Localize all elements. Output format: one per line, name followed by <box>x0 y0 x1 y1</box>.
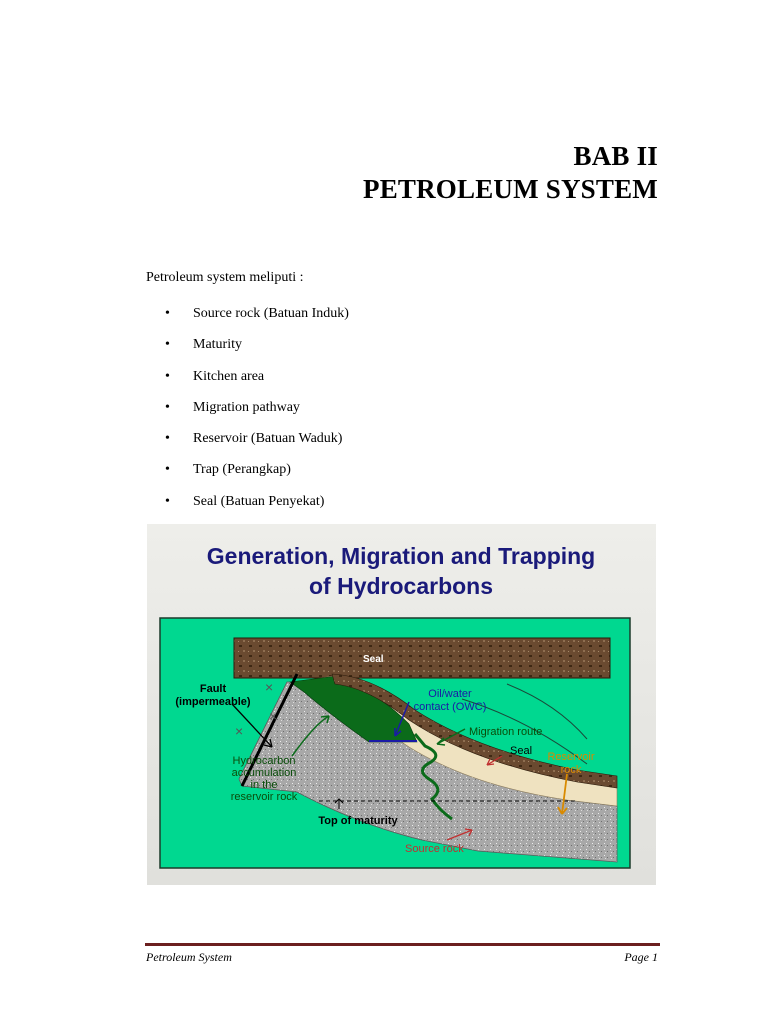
bullet-icon: • <box>165 462 170 478</box>
fault-cross: × <box>235 723 244 739</box>
fault-label-sub: (impermeable) <box>175 696 251 708</box>
seal-top-label: Seal <box>363 654 384 665</box>
fault-label: Fault <box>199 683 227 695</box>
list-item: • Reservoir (Batuan Waduk) <box>165 431 349 462</box>
owc-label-sub: contact (OWC) <box>413 701 487 713</box>
bullet-icon: • <box>165 337 170 353</box>
fault-cross: × <box>269 708 278 724</box>
page-number: Page 1 <box>624 950 658 964</box>
chapter-heading: BAB II <box>573 141 658 171</box>
seal-label: Seal <box>510 745 533 757</box>
reservoir-label: Reservoir <box>547 751 595 763</box>
hydrocarbon-label: Hydrocarbon <box>232 755 296 767</box>
hydrocarbon-label-2: accumulation <box>231 767 297 779</box>
list-item: • Trap (Perangkap) <box>165 462 349 493</box>
list-item: • Migration pathway <box>165 400 349 431</box>
bullet-icon: • <box>165 493 170 509</box>
list-item: • Maturity <box>165 337 349 368</box>
component-list <box>165 306 349 525</box>
list-item: • Source rock (Batuan Induk) <box>165 306 349 337</box>
bullet-icon: • <box>165 431 170 447</box>
reservoir-label-sub: rock <box>560 764 582 776</box>
top-of-maturity-label: Top of maturity <box>318 815 398 827</box>
bullet-icon: • <box>165 306 170 321</box>
list-item: • Kitchen area <box>165 369 349 400</box>
fault-cross: × <box>265 679 274 695</box>
hydrocarbon-label-3: in the <box>250 779 278 791</box>
hydrocarbon-trap-diagram <box>147 524 656 885</box>
intro-text: Petroleum system meliputi : <box>146 270 304 285</box>
seal-layer-top <box>234 638 610 678</box>
footer-divider <box>145 943 660 946</box>
hydrocarbon-label-4: reservoir rock <box>230 791 298 803</box>
page-title: PETROLEUM SYSTEM <box>363 174 658 204</box>
footer-running-title: Petroleum System <box>146 950 232 964</box>
bullet-icon: • <box>165 368 170 384</box>
figure-title-line1: Generation, Migration and Trapping <box>206 543 596 569</box>
migration-route-label: Migration route <box>469 726 543 738</box>
bullet-icon: • <box>165 399 170 415</box>
owc-label: Oil/water <box>428 688 472 700</box>
figure-title-line2: of Hydrocarbons <box>308 573 494 599</box>
source-rock-label: Source rock <box>405 843 464 855</box>
list-item: • Seal (Batuan Penyekat) <box>165 494 349 525</box>
